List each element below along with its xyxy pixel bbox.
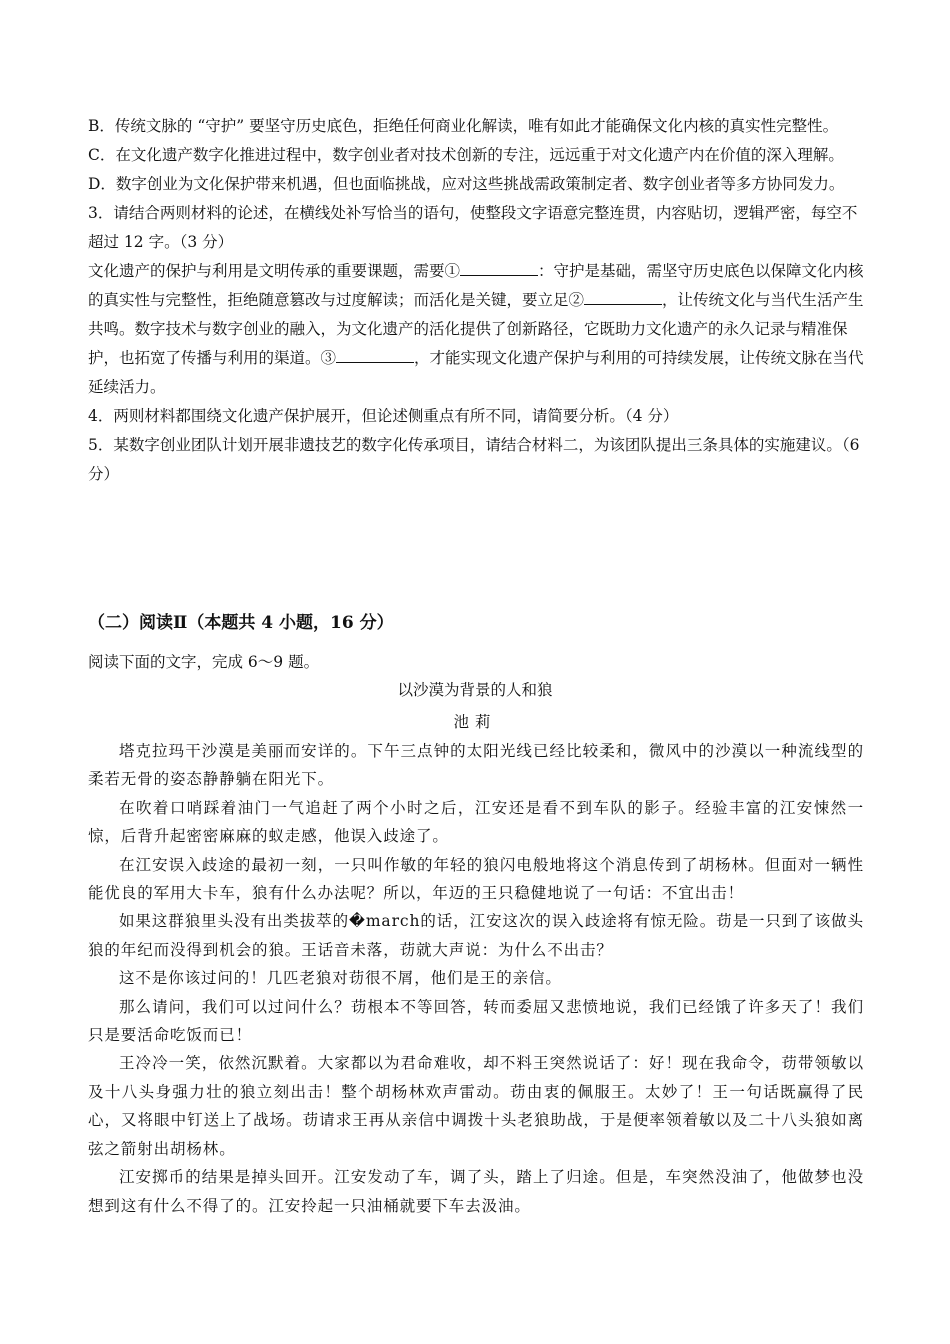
story-paragraph: 塔克拉玛干沙漠是美丽而安详的。下午三点钟的太阳光线已经比较柔和，微风中的沙漠以一种流线型的柔若无骨的姿态静静躺在阳光下。 — [88, 742, 864, 789]
question-3-passage — [88, 257, 864, 402]
story-paragraph: 在江安误入歧途的最初一刻，一只叫作敏的年轻的狼闪电般地将这个消息传到了胡杨林。但面对一辆性能优良的军用大卡车，狼有什么办法呢？所以，年迈的王只稳健地说了一句话：不宜出击！ — [88, 855, 864, 903]
fill-blank-3[interactable] — [336, 346, 414, 363]
fill-blank-1[interactable] — [460, 259, 538, 276]
story-title: 以沙漠为背景的人和狼 — [397, 681, 553, 699]
story-paragraph: 那么请问，我们可以过问什么？苆根本不等回答，转而委屈又悲愤地说，我们已经饿了许多天了！我们只是要活命吃饭而已！ — [88, 997, 864, 1045]
option-d: D．数字创业为文化保护带来机遇，但也面临挑战，应对这些挑战需政策制定者、数字创业者等多方协同发力。 — [88, 175, 845, 193]
story-paragraph: 江安掷币的结果是掉头回开。江安发动了车，调了头，踏上了归途。但是，车突然没油了，他做梦也没想到这有什么不得了的。江安拎起一只油桶就要下车去汲油。 — [88, 1168, 864, 1215]
section-instruction: 阅读下面的文字，完成 6～9 题。 — [88, 653, 320, 671]
passage-part-1: 文化遗产的保护与利用是文明传承的重要课题，需要① — [88, 262, 461, 280]
question-4: 4．两则材料都围绕文化遗产保护展开，但论述侧重点有所不同，请简要分析。（4 分） — [88, 407, 679, 425]
question-5: 5．某数字创业团队计划开展非遗技艺的数字化传承项目，请结合材料二，为该团队提出三条具体的实施建议。（6 分） — [88, 436, 860, 483]
question-3: 3．请结合两则材料的论述，在横线处补写恰当的语句，使整段文字语意完整连贯，内容贴切，逻辑严密，每空不超过 12 字。（3 分） — [88, 204, 858, 251]
option-c: C．在文化遗产数字化推进过程中，数字创业者对技术创新的专注，远远重于对文化遗产内在价值的深入理解。 — [88, 146, 844, 164]
story-paragraph: 在吹着口哨踩着油门一气追赶了两个小时之后，江安还是看不到车队的影子。经验丰富的江安悚然一惊，后背升起密密麻麻的蚁走感，他误入歧途了。 — [88, 798, 864, 846]
question-list-top — [88, 112, 864, 489]
story-body — [88, 737, 864, 1220]
story-paragraph: 这不是你该过问的！几匹老狼对苆很不屑，他们是王的亲信。 — [119, 969, 562, 988]
story-author: 池莉 — [453, 713, 497, 731]
fill-blank-2[interactable] — [584, 288, 662, 305]
story-paragraph: 如果这群狼里头没有出类拔萃的�march的话，江安这次的误入歧途将有惊无险。苆是一只到了该做头狼的年纪而没得到机会的狼。王话音未落，苆就大声说：为什么不出击？ — [88, 912, 864, 959]
passage-part-3: ，让传统文化与当代生活产生共鸣。数字技术与数字创业的融入，为文化遗产的活化提供了创新路径，它既助力文化遗产的永久记录与精准保护，也拓宽了传播与利用的渠道。③ — [88, 291, 864, 367]
story-paragraph: 王冷冷一笑，依然沉默着。大家都以为君命难收，却不料王突然说话了：好！现在我命令，苆带领敏以及十八头身强力壮的狼立刻出击！整个胡杨林欢声雷动。苆由衷的佩服王。太妙了！王一句话既赢得了民心，又将眼中钉送上了战场。苆请求王再从亲信中调拨十头老狼助战，于是便率领着敏以及二十八头狼如离弦之箭射出胡杨林。 — [88, 1054, 864, 1158]
option-b: B．传统文脉的 “守护” 要坚守历史底色，拒绝任何商业化解读，唯有如此才能确保文化内核的真实性完整性。 — [88, 117, 839, 135]
passage-part-2: ：守护是基础，需坚守历史底色以保障文化内核的真实性与完整性，拒绝随意篡改与过度解读；而活化是关键，要立足② — [88, 262, 864, 309]
passage-part-4: ，才能实现文化遗产保护与利用的可持续发展，让传统文脉在当代延续活力。 — [88, 349, 864, 396]
section-title: （二）阅读Ⅱ（本题共 4 小题，16 分） — [88, 613, 394, 633]
